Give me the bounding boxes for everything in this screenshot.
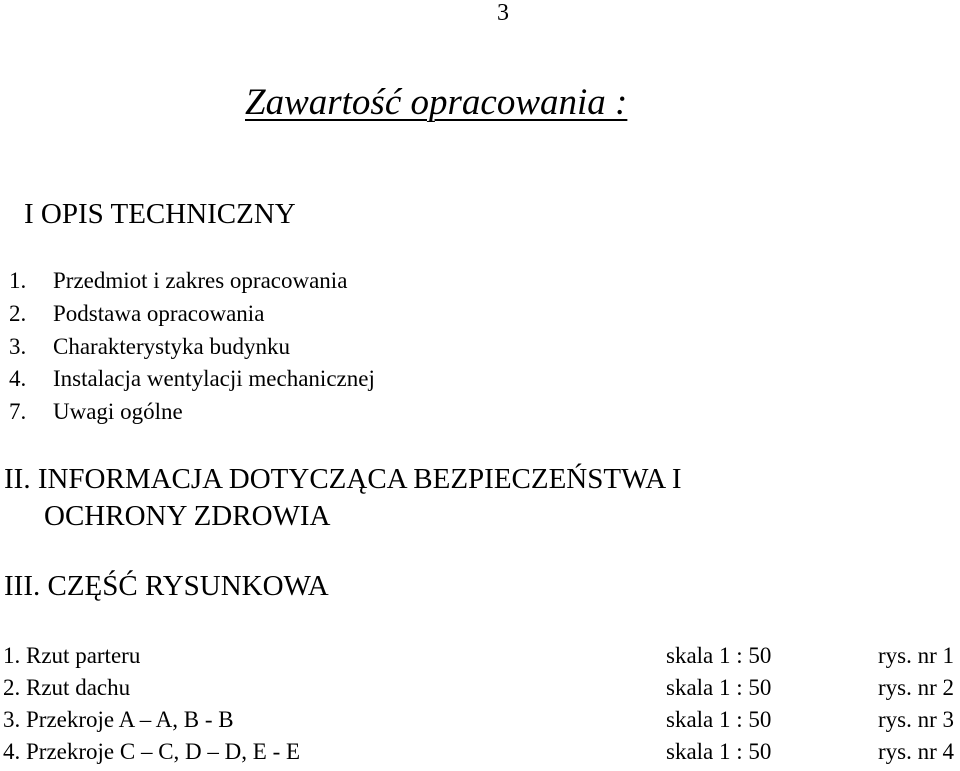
list-item — [9, 301, 264, 327]
list-item-number: 2. — [9, 301, 27, 326]
drawing-scale: skala 1 : 50 — [666, 643, 772, 668]
list-item — [9, 366, 375, 392]
drawing-row — [0, 675, 960, 705]
section-heading-technical-description: I OPIS TECHNICZNY — [24, 198, 296, 230]
section-heading-drawings: III. CZĘŚĆ RYSUNKOWA — [4, 570, 329, 602]
drawing-name: 1. Rzut parteru — [3, 643, 141, 668]
drawing-row — [0, 739, 960, 769]
list-item-number: 3. — [9, 334, 27, 359]
drawing-name: 2. Rzut dachu — [3, 675, 131, 700]
section-heading-safety-info-continued: OCHRONY ZDROWIA — [44, 500, 331, 532]
list-item-text: Charakterystyka budynku — [53, 334, 290, 359]
list-item-text: Przedmiot i zakres opracowania — [53, 268, 348, 293]
drawing-scale: skala 1 : 50 — [666, 675, 772, 700]
drawing-name: 4. Przekroje C – C, D – D, E - E — [3, 739, 301, 764]
drawing-sheet-number: rys. nr 4 — [877, 739, 954, 764]
list-item-number: 4. — [9, 366, 27, 391]
drawing-sheet-number: rys. nr 1 — [877, 643, 954, 668]
list-item — [9, 334, 290, 360]
drawing-sheet-number: rys. nr 2 — [877, 675, 954, 700]
page-number: 3 — [497, 0, 509, 26]
drawing-scale: skala 1 : 50 — [666, 707, 772, 732]
section-heading-safety-info: II. INFORMACJA DOTYCZĄCA BEZPIECZEŃSTWA I — [4, 463, 682, 495]
drawing-row — [0, 707, 960, 737]
drawing-scale: skala 1 : 50 — [666, 739, 772, 764]
drawing-sheet-number: rys. nr 3 — [877, 707, 954, 732]
list-item-text: Uwagi ogólne — [53, 399, 183, 424]
list-item-number: 7. — [9, 399, 27, 424]
drawing-name: 3. Przekroje A – A, B - B — [3, 707, 234, 732]
list-item — [9, 268, 347, 294]
list-item-text: Podstawa opracowania — [53, 301, 265, 326]
list-item — [9, 399, 183, 425]
list-item-text: Instalacja wentylacji mechanicznej — [53, 366, 375, 391]
page-title: Zawartość opracowania : — [245, 82, 628, 123]
drawing-row — [0, 643, 960, 673]
list-item-number: 1. — [9, 268, 27, 293]
